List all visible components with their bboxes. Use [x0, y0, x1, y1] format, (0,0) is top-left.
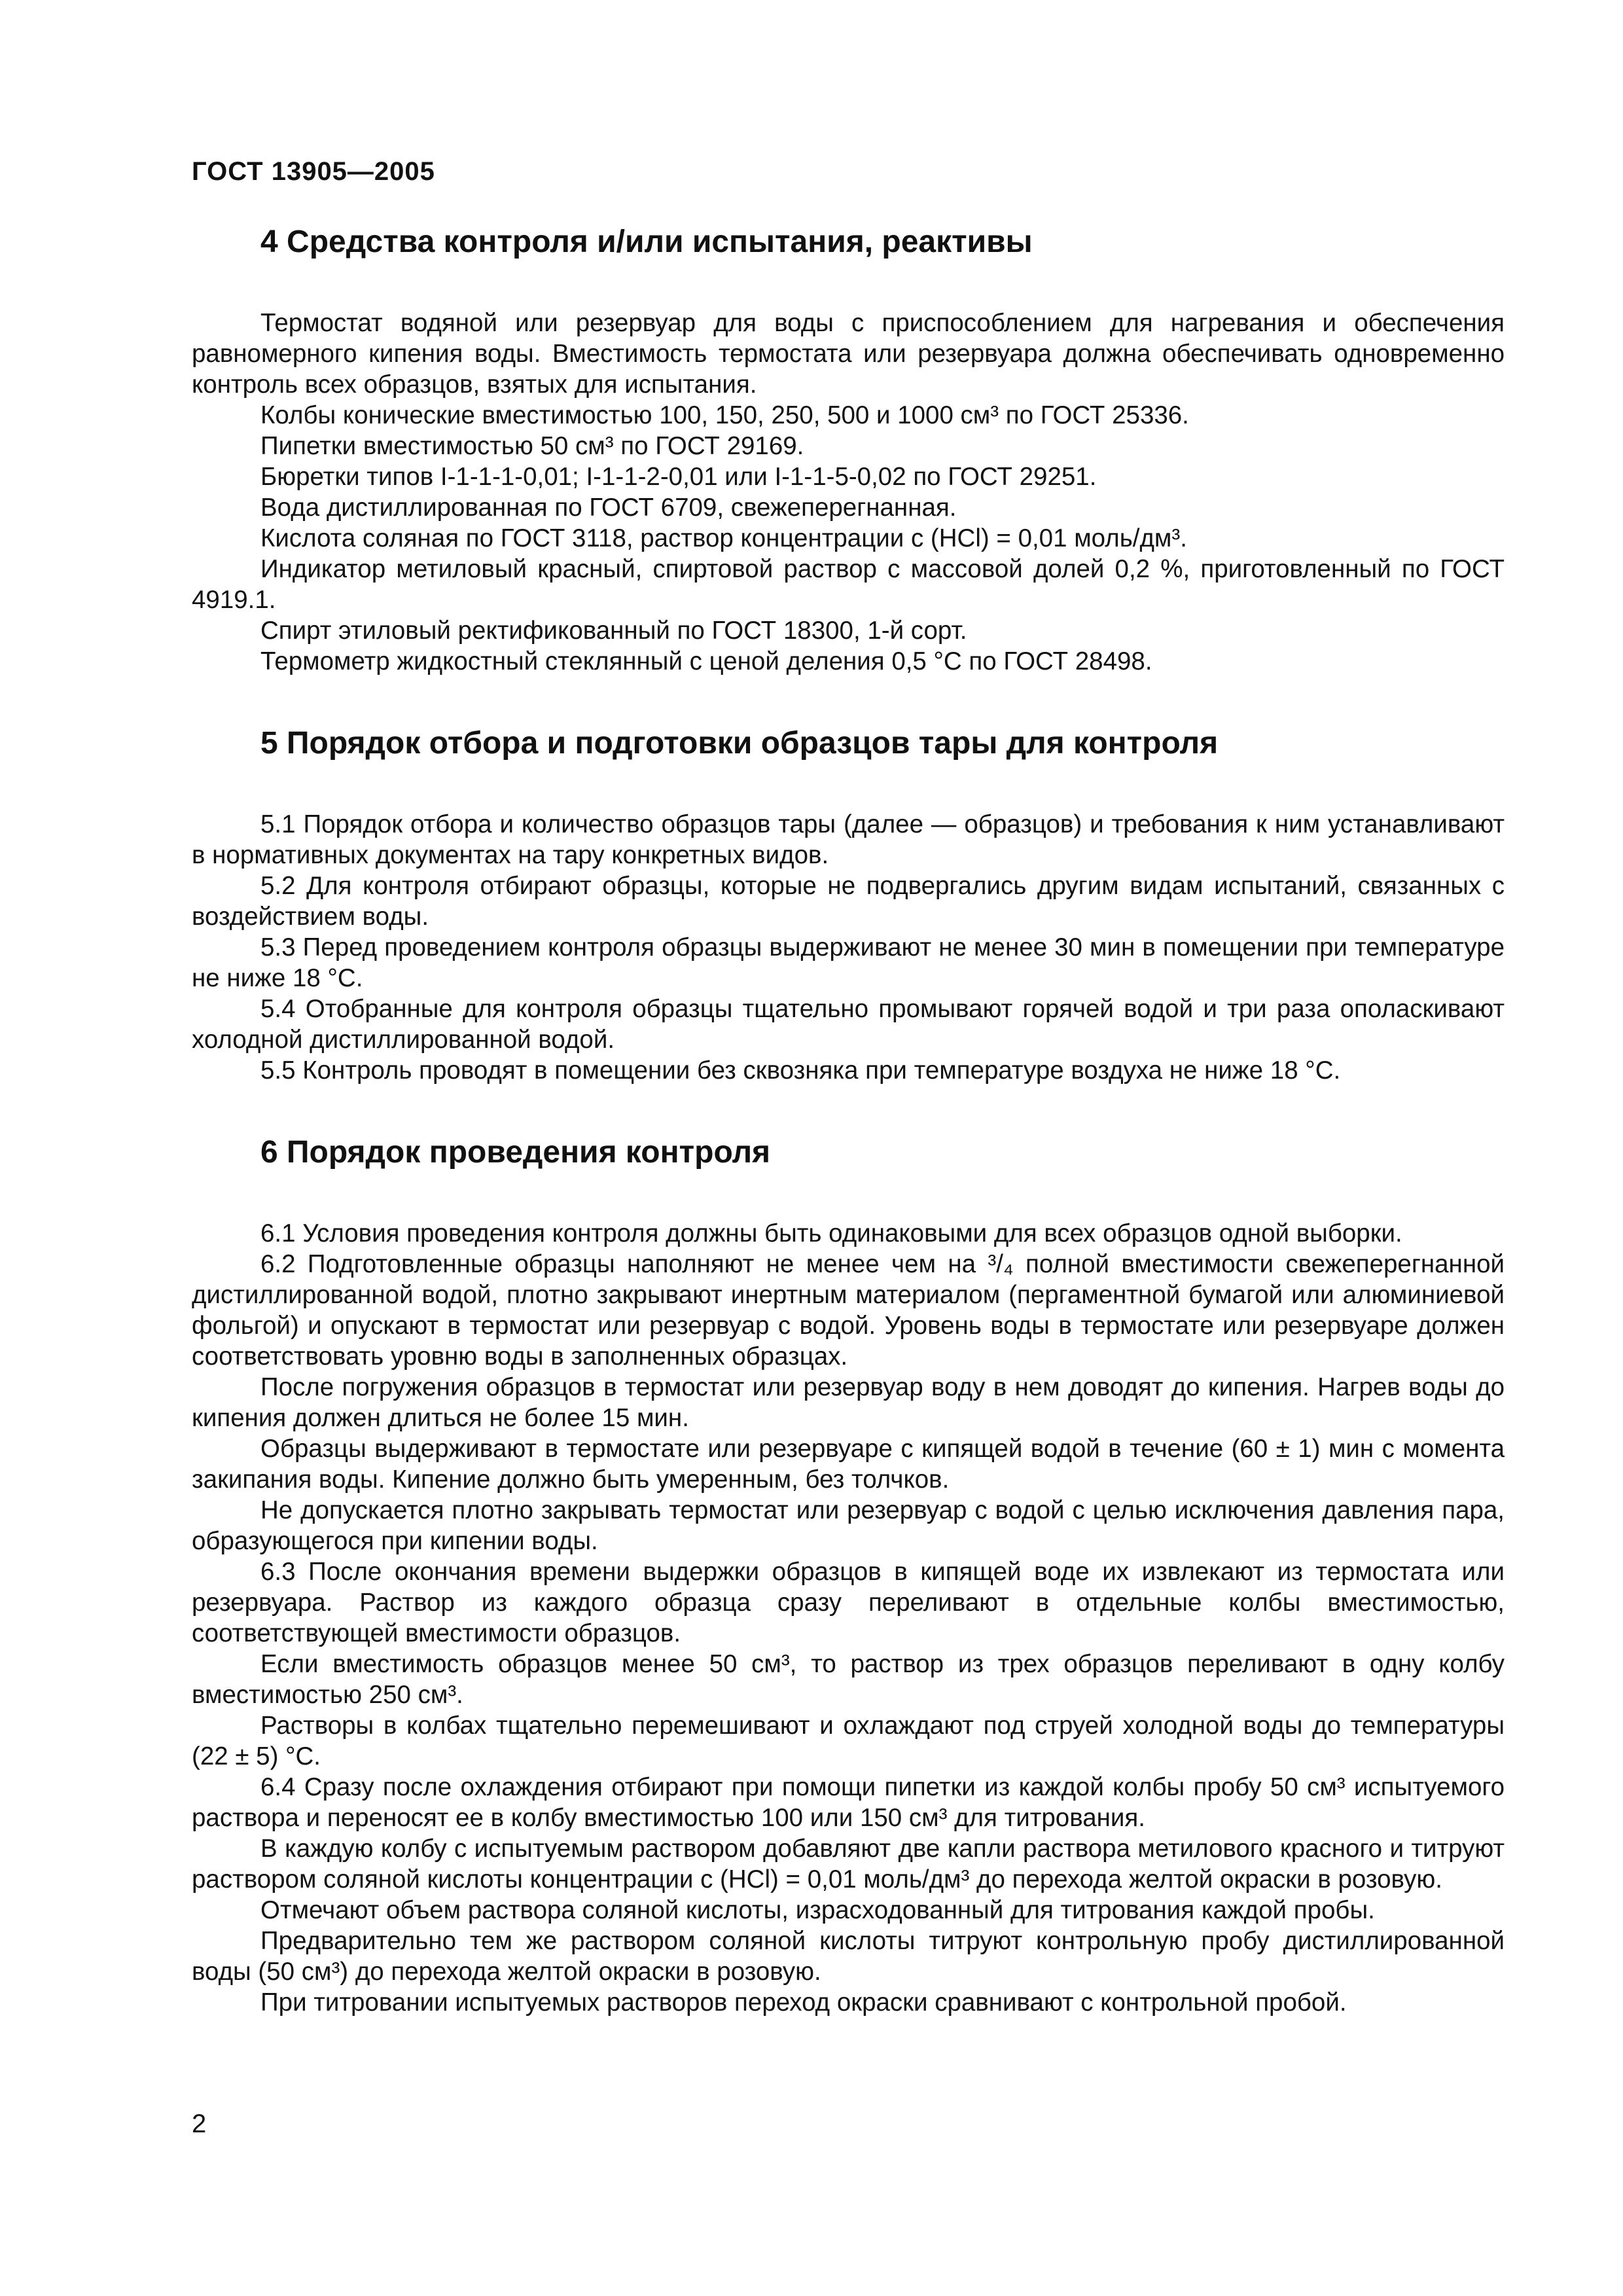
- document-header: ГОСТ 13905—2005: [192, 157, 435, 186]
- paragraph: Пипетки вместимостью 50 см³ по ГОСТ 29169.: [260, 432, 804, 460]
- paragraph: 5.3 Перед проведением контроля образцы выдерживают не менее 30 мин в помещении при температуре не ниже 18 °С.: [192, 933, 1505, 992]
- paragraph: Образцы выдерживают в термостате или резервуаре с кипящей водой в течение (60 ± 1) мин с момента закипания воды. Кипение должно быть умеренным, без толчков.: [192, 1435, 1505, 1494]
- paragraph: 6.4 Сразу после охлаждения отбирают при помощи пипетки из каждой колбы пробу 50 см³ испытуемого раствора и переносят ее в колбу вместимостью 100 или 150 см³ для титрования.: [192, 1773, 1505, 1832]
- section-title: 4 Средства контроля и/или испытания, реактивы: [260, 224, 1033, 259]
- paragraph: Индикатор метиловый красный, спиртовой раствор с массовой долей 0,2 %, приготовленный по ГОСТ 4919.1.: [192, 555, 1505, 614]
- paragraph: После погружения образцов в термостат или резервуар воду в нем доводят до кипения. Нагрев воды до кипения должен длиться не более 15 мин.: [192, 1373, 1505, 1432]
- paragraph: Вода дистиллированная по ГОСТ 6709, свежеперегнанная.: [260, 493, 957, 522]
- paragraph: Не допускается плотно закрывать термостат или резервуар с водой с целью исключения давления пара, образующегося при кипении воды.: [192, 1496, 1505, 1555]
- paragraph: 6.1 Условия проведения контроля должны быть одинаковыми для всех образцов одной выборки.: [260, 1219, 1402, 1247]
- paragraph: Если вместимость образцов менее 50 см³, то раствор из трех образцов переливают в одну колбу вместимостью 250 см³.: [192, 1650, 1505, 1709]
- paragraph: 5.2 Для контроля отбирают образцы, которые не подвергались другим видам испытаний, связанных с воздействием воды.: [192, 872, 1505, 931]
- section-4: [192, 223, 1505, 677]
- paragraph: Растворы в колбах тщательно перемешивают и охлаждают под струей холодной воды до температуры (22 ± 5) °С.: [192, 1712, 1505, 1770]
- paragraph: 5.5 Контроль проводят в помещении без сквозняка при температуре воздуха не ниже 18 °С.: [260, 1056, 1341, 1085]
- paragraph: 6.2 Подготовленные образцы наполняют не менее чем на ³/₄ полной вместимости свежеперегнанной дистиллированной водой, плотно закрывают инертным материалом (пергаментной бумагой или алюминиевой фольгой) и опускают в термостат или резервуар с водой. Уровень воды в термостате или резервуаре должен соответствовать уровню воды в заполненных образцах.: [192, 1250, 1505, 1371]
- section-title: 6 Порядок проведения контроля: [260, 1135, 771, 1170]
- document-body: [192, 223, 1505, 2065]
- paragraph: Колбы конические вместимостью 100, 150, 250, 500 и 1000 см³ по ГОСТ 25336.: [260, 401, 1189, 429]
- paragraph: Термометр жидкостный стеклянный с ценой деления 0,5 °С по ГОСТ 28498.: [260, 647, 1152, 675]
- paragraph: Бюретки типов I-1-1-1-0,01; I-1-1-2-0,01 или I-1-1-5-0,02 по ГОСТ 29251.: [260, 463, 1097, 491]
- paragraph: Спирт этиловый ректификованный по ГОСТ 18300, 1-й сорт.: [260, 617, 967, 645]
- paragraph: Термостат водяной или резервуар для воды с приспособлением для нагревания и обеспечения равномерного кипения воды. Вместимость термостата или резервуара должна обеспечивать одновременно контроль всех образцов, взятых для испытания.: [192, 309, 1505, 399]
- section-6: [192, 1133, 1505, 2018]
- page-number: 2: [192, 2109, 207, 2138]
- paragraph: 5.1 Порядок отбора и количество образцов тары (далее — образцов) и требования к ним устанавливают в нормативных документах на тару конкретных видов.: [192, 810, 1505, 869]
- paragraph: При титровании испытуемых растворов переход окраски сравнивают с контрольной пробой.: [260, 1988, 1347, 2017]
- paragraph: Предварительно тем же раствором соляной кислоты титруют контрольную пробу дистиллированной воды (50 см³) до перехода желтой окраски в розовую.: [192, 1927, 1505, 1986]
- paragraph: В каждую колбу с испытуемым раствором добавляют две капли раствора метилового красного и титруют раствором соляной кислоты концентрации с (HCl) = 0,01 моль/дм³ до перехода желтой окраски в розовую.: [192, 1835, 1505, 1893]
- section-5: [192, 724, 1505, 1086]
- paragraph: Кислота соляная по ГОСТ 3118, раствор концентрации с (HCl) = 0,01 моль/дм³.: [260, 524, 1187, 552]
- paragraph: 5.4 Отобранные для контроля образцы тщательно промывают горячей водой и три раза ополаскивают холодной дистиллированной водой.: [192, 995, 1505, 1054]
- paragraph: 6.3 После окончания времени выдержки образцов в кипящей воде их извлекают из термостата или резервуара. Раствор из каждого образца сразу переливают в отдельные колбы вместимостью, соответствующей вместимости образцов.: [192, 1558, 1505, 1647]
- paragraph: Отмечают объем раствора соляной кислоты, израсходованный для титрования каждой пробы.: [260, 1896, 1375, 1924]
- section-title: 5 Порядок отбора и подготовки образцов тары для контроля: [260, 726, 1219, 761]
